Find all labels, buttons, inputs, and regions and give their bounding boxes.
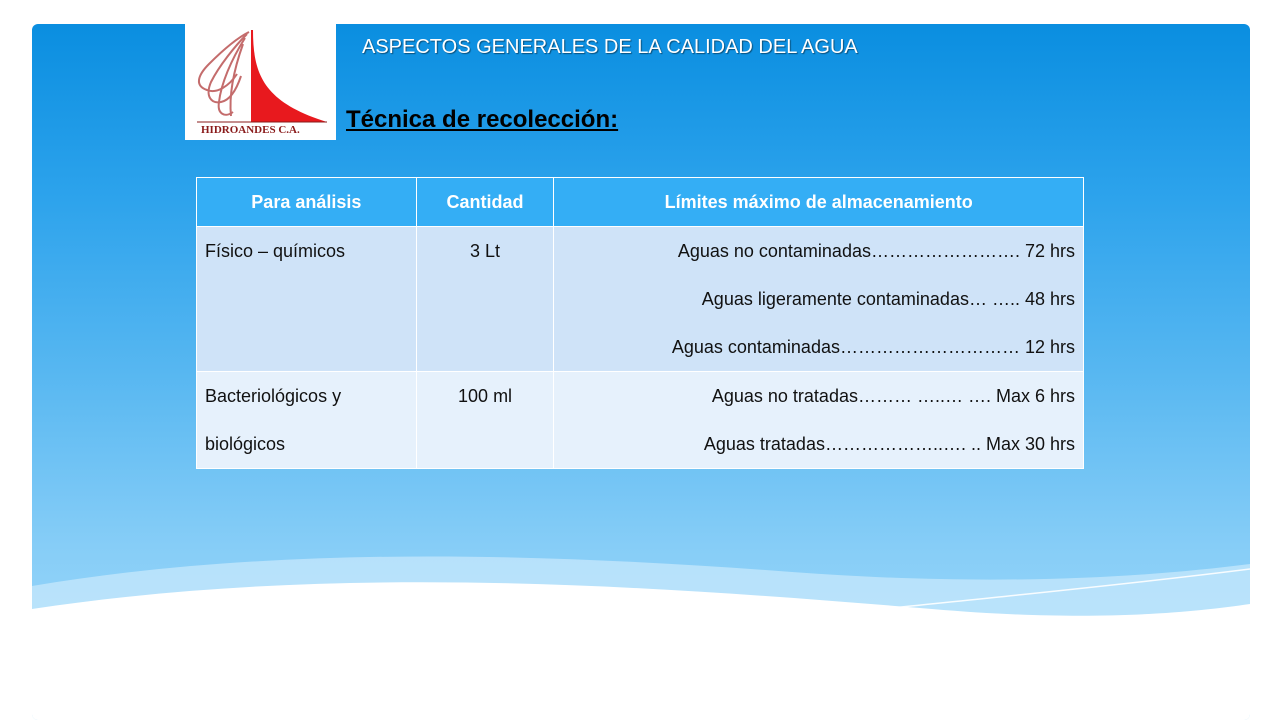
limit-line: Aguas no tratadas……… …..… …. Max 6 hrs [711,386,1075,406]
section-subtitle: Técnica de recolección: [346,106,619,133]
limit-line: Aguas tratadas………………..…. .. Max 30 hrs [703,434,1075,454]
table-row [197,372,1084,469]
analysis-cell: Físico – químicos [197,227,417,372]
table-row [197,227,1084,372]
limit-line: Aguas ligeramente contaminadas… ….. 48 hrs [701,289,1075,309]
slide-header: ASPECTOS GENERALES DE LA CALIDAD DEL AGUA [362,36,858,58]
column-header-limits: Límites máximo de almacenamiento [554,178,1084,227]
company-logo [185,24,336,140]
limits-cell [554,227,1084,372]
limits-cell [554,372,1084,469]
storage-limits-table [196,177,1084,469]
limit-line: Aguas no contaminadas……………………. 72 hrs [677,241,1075,261]
limit-line: Aguas contaminadas………………………… 12 hrs [671,337,1075,357]
amount-cell: 3 Lt [416,227,554,372]
analysis-cell: Bacteriológicos y biológicos [197,372,417,469]
column-header-analysis: Para análisis [197,178,417,227]
table-header-row [197,178,1084,227]
amount-cell: 100 ml [416,372,554,469]
logo-text: HIDROANDES C.A. [201,124,300,136]
column-header-amount: Cantidad [416,178,554,227]
hidroandes-logo-icon [185,24,336,140]
